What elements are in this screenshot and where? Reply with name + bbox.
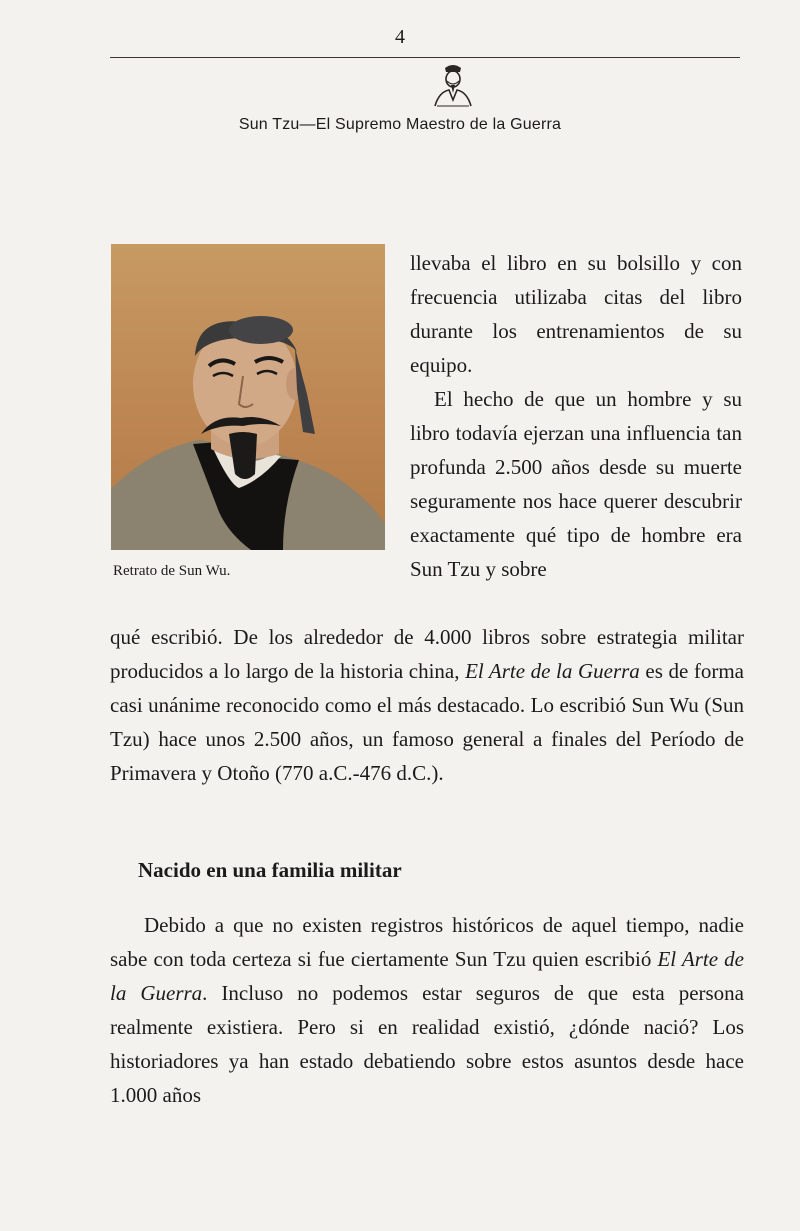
text-run: qué escribió. De los alrededor de 4.000 libros sobre estrategia militar producidos a lo largo de la historia china, bbox=[110, 625, 744, 683]
header-rule bbox=[110, 57, 740, 58]
text-run: es de forma casi unánime reconocido como el más destacado. Lo escribió Sun Wu (Sun Tzu) hace unos 2.500 años, un famoso general a finales del Período de Primavera y Otoño (770 a.C.-476 d.C.). bbox=[110, 659, 744, 785]
sun-wu-portrait-image bbox=[111, 244, 385, 550]
section-heading: Nacido en una familia militar bbox=[138, 858, 402, 882]
body-text bbox=[110, 620, 744, 790]
paragraph bbox=[110, 620, 744, 790]
book-title: El Arte de la Guerra bbox=[465, 659, 640, 683]
paragraph bbox=[110, 908, 744, 1112]
page-number: 4 bbox=[395, 26, 405, 48]
paragraph: El hecho de que un hombre y su libro todavía ejerzan una influencia tan profunda 2.500 años desde su muerte seguramente nos hace querer descubrir exactamente qué tipo de hombre era Sun Tzu y sobre bbox=[410, 387, 742, 581]
running-title: Sun Tzu—El Supremo Maestro de la Guerra bbox=[238, 116, 562, 133]
paragraph: llevaba el libro en su bolsillo y con frecuencia utilizaba citas del libro durante los entrenamientos de su equipo. bbox=[410, 251, 742, 377]
body-text bbox=[110, 908, 744, 1112]
book-title: El Arte de la Guerra bbox=[110, 947, 745, 1005]
side-column-text bbox=[410, 246, 742, 586]
text-run: . Incluso no podemos estar seguros de que esta persona realmente existiera. Pero si en realidad existió, ¿dónde nació? Los historiadores ya han estado debatiendo sobre estos asuntos desde hace 1.000 años bbox=[110, 981, 744, 1107]
figure-caption: Retrato de Sun Wu. bbox=[113, 563, 231, 579]
scholar-portrait-icon bbox=[425, 60, 481, 110]
text-run: Debido a que no existen registros históricos de aquel tiempo, nadie sabe con toda certeza si fue ciertamente Sun Tzu quien escribió bbox=[110, 913, 744, 971]
